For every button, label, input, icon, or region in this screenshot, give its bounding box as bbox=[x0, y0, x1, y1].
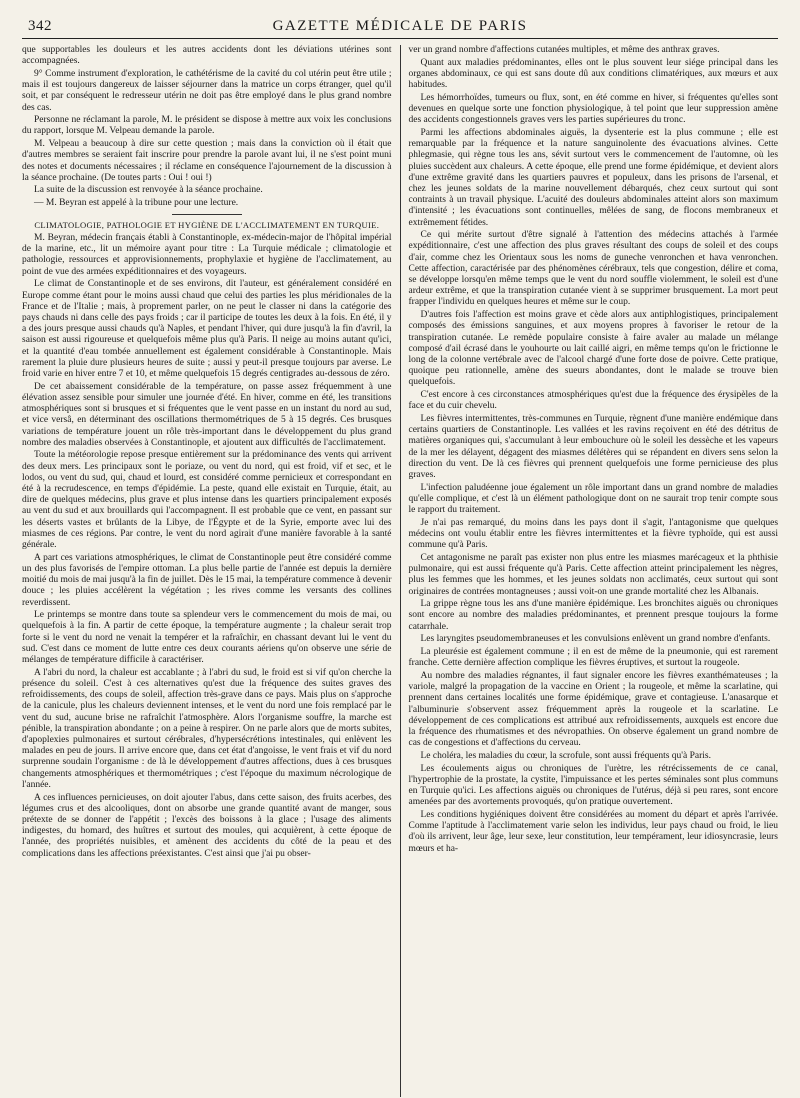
left-column bbox=[22, 45, 400, 1097]
paragraph: ver un grand nombre d'affections cutanées multiples, et même des anthrax graves. bbox=[408, 45, 720, 55]
paragraph: 9° Comme instrument d'exploration, le cathétérisme de la cavité du col utérin peut être utile ; mais il est toujours dangereux de laisser séjourner dans la matrice un corps étranger, quel qu'il soit, et par conséquent le redresseur utérin ne doit pas être employé dans le plus grand nombre des cas. bbox=[22, 68, 392, 113]
paragraph: A ces influences pernicieuses, on doit ajouter l'abus, dans cette saison, des fruits acerbes, des légumes crus et des alcooliques, dont on absorbe une grande quantité avant de manger, sous prétexte de se donner de l'appétit ; l'excès des boissons à la glace ; l'usage des aliments indigestes, du homard, des huîtres et surtout des moules, qui acquièrent, à cette époque de l'année, des propriétés nuisibles, et amènent des accidents du côté de la peau et des complications dans les affections préexistantes. C'est ainsi que j'ai pu obser- bbox=[22, 792, 392, 859]
paragraph: Le climat de Constantinople et de ses environs, dit l'auteur, est généralement considéré en Europe comme étant pour le moins aussi chaud que celui des parties les plus méridionales de la France et de l'Italie ; mais, à proprement parler, on ne peut le classer ni dans la catégorie des pays chauds ni dans celle des pays froids ; car il participe de toutes les deux à la fois. En été, il y a des jours presque aussi chauds qu'à Naples, et pendant l'hiver, qui dure jusqu'à la fin d'avril, la saison est aussi rigoureuse et quelquefois même plus qu'à Paris. Il neige au moins autant qu'ici, et la quantité d'eau tombée annuellement est également considérable à Constantinople. Mais rarement la pluie dure plusieurs heures de suite ; aussi y peut-il presque toujours par averse. Le froid varie en hiver entre 7 et 10, et même quelquefois 15 degrés centigrades au-dessous de zéro. bbox=[22, 279, 392, 379]
page-header bbox=[22, 10, 778, 39]
paragraph: Cet antagonisme ne paraît pas exister non plus entre les miasmes marécageux et la phthisie pulmonaire, qui est aussi fréquente qu'à Paris. Cette affection atteint principalement les nègres, plus les femmes que les hommes, et les jeunes soldats non acclimatés, ceux surtout qui sont originaires de contrées montagneuses ; aussi voit-on une grande mortalité chez les Albanais. bbox=[408, 552, 779, 597]
paragraph: La suite de la discussion est renvoyée à la séance prochaine. bbox=[34, 185, 263, 196]
paragraph: Parmi les affections abdominales aiguës, la dysenterie est la plus commune ; elle est remarquable par la fréquence et la nature sanguinolente des évacuations alvines. Cette phlegmasie, qui règne tous les ans, sévit surtout vers le commencement de l'automne, où les pluies succèdent aux chaleurs. A cette époque, elle prend une forme épidémique, et devient alors d'une extrême gravité dans les quartiers pauvres et populeux, dans les prisons de l'arsenal, et chez les jeunes soldats de la marine nouvellement débarqués, chez ceux surtout qui sont contraints à un travail physique. L'acuité des douleurs abdominales atteint alors son maximum d'intensité ; les évacuations sont continuelles, mêlées de sang, de flocons membraneux et extrêmement fétides. bbox=[408, 127, 779, 228]
paragraph: A part ces variations atmosphériques, le climat de Constantinople peut être considéré comme un des plus favorisés de l'empire ottoman. La plus belle partie de l'année est depuis la dernière moitié du mois de mai jusqu'à la fin de juillet. Dès le 15 mai, la température commence à devenir douce ; les pluies accélèrent la végétation ; les rives comme les versants des collines reverdissent. bbox=[22, 552, 392, 608]
paragraph: Quant aux maladies prédominantes, elles ont le plus souvent leur siége principal dans les organes abdominaux, ce qui est sans doute dû aux conditions climatériques, aux mœurs et aux habitudes. bbox=[408, 57, 779, 91]
paragraph: Le choléra, les maladies du cœur, la scrofule, sont aussi fréquents qu'à Paris. bbox=[420, 750, 711, 761]
paragraph: L'infection paludéenne joue également un rôle important dans un grand nombre de maladies qu'elle complique, et c'est là un élément pathologique dont on ne saurait trop tenir compte sous le rapport du traitement. bbox=[408, 482, 779, 516]
paragraph: Les écoulements aigus ou chroniques de l'urètre, les rétrécissements de ce canal, l'hypertrophie de la prostate, la cystite, l'impuissance et les pertes séminales sont plus communs en Turquie qu'ici. Les affections aiguës ou chroniques de l'utérus, déjà si peu rares, sont encore amenées par des avortements provoqués, qu'on pratique ouvertement. bbox=[408, 763, 779, 808]
right-column bbox=[401, 45, 779, 1097]
page-number: 342 bbox=[28, 18, 52, 34]
paragraph: Les hémorrhoïdes, tumeurs ou flux, sont, en été comme en hiver, si fréquentes qu'elles sont devenues en quelque sorte une fonction physiologique, à tel point que leur suppression amène des accidents congestionnels graves vers les parties supérieures du tronc. bbox=[408, 92, 779, 126]
section-divider bbox=[172, 214, 242, 215]
paragraph: Les conditions hygiéniques doivent être considérées au moment du départ et après l'arrivée. Comme l'aptitude à l'acclimatement varie selon les individus, leur pays chaud ou froid, le lieu d'où ils arrivent, leur âge, leur sexe, leur constitution, leur tempérament, leur idiosyncrasie, leurs mœurs et ha- bbox=[408, 809, 779, 854]
paragraph: C'est encore à ces circonstances atmosphériques qu'est due la fréquence des érysipèles de la face et du cuir chevelu. bbox=[408, 390, 779, 412]
paragraph: Ce qui mérite surtout d'être signalé à l'attention des médecins attachés à l'armée expéditionnaire, c'est une affection des plus graves résultant des coups de soleil et des coups d'air, comme chez les Orientaux sous les noms de guneche venronchen et hava venronchen. Cette affection, caractérisée par des phénomènes cérébraux, tels que congestion, délire et coma, se développe lorsqu'en même temps que le vent du nord souffle violemment, le soleil est d'une ardeur extrême, et que la transpiration cutanée vient à se supprimer brusquement. La mort peut frapper l'individu en quelques heures et même sur le coup. bbox=[408, 230, 779, 308]
paragraph: A l'abri du nord, la chaleur est accablante ; à l'abri du sud, le froid est si vif qu'on cherche la présence du soleil. C'est à ces alternatives qu'est due la fréquence des suites graves des refroidissements, des coups de soleil, affection très-grave dans ce pays. Mais plus on s'approche de la canicule, plus les chaleurs deviennent intenses, et le vent du nord une fois remplacé par le vent du sud, aucune brise ne rafraîchit l'atmosphère. Alors l'organisme souffre, la marche est pénible, la transpiration abondante ; on a peine à respirer. On ne parle alors que de morts subites, d'apoplexies pulmonaires et surtout cérébrales, d'hypersécrétions intestinales, qui enlèvent les malades en peu de jours. Il arrive encore que, dans cet état d'angoisse, le vent frais et vif du nord surprenne soudain l'organisme : de là le développement d'autres affections, dues à ces brusques changements atmosphériques et thermométriques ; c'est l'époque du maximum nécrologique de l'année. bbox=[22, 667, 392, 790]
section-heading: CLIMATOLOGIE, PATHOLOGIE ET HYGIÈNE DE L'ACCLIMATEMENT EN TURQUIE. bbox=[34, 220, 380, 231]
paragraph: Le printemps se montre dans toute sa splendeur vers le commencement du mois de mai, ou quelquefois à la fin. A partir de cette époque, la température augmente ; la chaleur serait trop forte si le vent du nord ne venait la tempérer et la rafraîchir, en chassant devant lui le vent du sud. C'est dans ce moment de lutte entre ces deux courants aériens qu'on observe une série de mélanges de température difficile à caractériser. bbox=[22, 610, 392, 666]
paragraph: La pleurésie est également commune ; il en est de même de la pneumonie, qui est rarement franche. Cette dernière affection complique les fièvres éruptives, et surtout la rougeole. bbox=[408, 647, 779, 669]
paragraph: que supportables les douleurs et les autres accidents dont les déviations utérines sont accompagnées. bbox=[22, 45, 392, 67]
journal-title: GAZETTE MÉDICALE DE PARIS bbox=[272, 18, 528, 34]
paragraph: Les laryngites pseudomembraneuses et les convulsions enlèvent un grand nombre d'enfants. bbox=[420, 634, 771, 645]
paragraph: M. Velpeau a beaucoup à dire sur cette question ; mais dans la conviction où il était que d'autres membres se seraient fait inscrire pour prendre la parole avant lui, il ne s'est point muni des notes et documents nécessaires ; il réclame en conséquence l'ajournement de la discussion à la séance prochaine. (De toutes parts : Oui ! oui !) bbox=[22, 139, 392, 183]
paragraph: Toute la météorologie repose presque entièrement sur la prédominance des vents qui arrivent des deux mers. Les principaux sont le poriaze, ou vent du nord, qui est froid, vif et sec, et le lodos, ou vent du sud, qui, chaud et lourd, est considéré comme pernicieux et correspondant en été à la recrudescence, en temps d'épidémie. La peste, quand elle existait en Turquie, était, au dire de quelques médecins, plus grave et plus intense dans les quartiers principalement exposés au vent du sud et aux brouillards qui l'accompagnent. Il est probable que ce vent, en passant sur les déserts vastes et brûlants de la Libye, de l'Égypte et de la Syrie, emporte avec lui des miasmes de ces régions. Par contre, le vent du nord agirait d'une manière favorable à la santé générale. bbox=[22, 450, 392, 551]
paragraph: Personne ne réclamant la parole, M. le président se dispose à mettre aux voix les conclusions du rapport, lorsque M. Velpeau demande la parole. bbox=[22, 115, 392, 137]
paragraph: Je n'ai pas remarqué, du moins dans les pays dont il s'agit, l'antagonisme que quelques médecins ont voulu établir entre les fièvres intermittentes et la fièvre typhoïde, qui est aussi commune qu'à Paris. bbox=[408, 517, 779, 551]
paragraph: Les fièvres intermittentes, très-communes en Turquie, règnent d'une manière endémique dans certains quartiers de Constantinople. Les vallées et les ravins reçoivent en été des détritus de matières organiques qui, s'accumulant à leur embouchure où le soleil les dessèche et les vapeurs de la mer les délayent, dégagent des miasmes délétères qui se répandent en divers sens selon la direction du vent. De là ces fièvres qui prennent quelquefois une forme pernicieuse des plus graves. bbox=[408, 414, 779, 481]
paragraph: Au nombre des maladies régnantes, il faut signaler encore les fièvres exanthémateuses ; la variole, malgré la propagation de la vaccine en Orient ; la rougeole, et même la scarlatine, qui prennent dans certaines localités une forme épidémique, grave et contagieuse. L'anasarque et l'albuminurie s'observent assez fréquemment après la rougeole et la scarlatine. Le développement de ces complications est attribué aux refroidissements, auxquels est encore due la fréquence des rhumatismes et des névropathies. On observe également un grand nombre de cas de congestions et d'affections du cerveau. bbox=[408, 670, 779, 749]
paragraph: — M. Beyran est appelé à la tribune pour une lecture. bbox=[34, 198, 239, 209]
paragraph: De cet abaissement considérable de la température, on passe assez fréquemment à une élévation assez sensible pour simuler une journée d'été. En hiver, comme en été, les transitions atmosphériques sont si brusques et si fréquentes que le vent passe en un instant du nord au sud, et vice versâ, en déterminant des oscillations thermométriques de 5 à 15 degrés. Ces brusques variations de température jouent un rôle très-important dans le développement du plus grand nombre des maladies observées à Constantinople, et ajoutent aux difficultés de l'acclimatement. bbox=[22, 381, 392, 448]
paragraph: D'autres fois l'affection est moins grave et cède alors aux antiphlogistiques, principalement composés des émissions sanguines, et aux moyens propres à favoriser le retour de la transpiration cutanée. Le remède populaire consiste à faire avaler au malade un mélange composé d'ail écrasé dans le youhourte ou lait caillé aigri, en même temps qu'on le frictionne le long de la colonne vertébrale avec de l'alcool chargé d'une forte dose de poivre. Cette pratique, quoique peu rationnelle, amène des sueurs abondantes, dont le malade se trouve bien quelquefois. bbox=[408, 310, 779, 388]
article-columns bbox=[22, 45, 778, 1097]
paragraph: La grippe règne tous les ans d'une manière épidémique. Les bronchites aiguës ou chroniques sont encore au nombre des maladies prédominantes, et prennent presque toujours la forme catarrhale. bbox=[408, 599, 779, 632]
paragraph: M. Beyran, médecin français établi à Constantinople, ex-médecin-major de l'hôpital impérial de la marine, etc., lit un mémoire ayant pour titre : La Turquie médicale ; climatologie et pathologie, ressources et approvisionnements, prophylaxie et hygiène de l'acclimatement, au point de vue des armées expéditionnaires et des voyageurs. bbox=[22, 233, 392, 277]
